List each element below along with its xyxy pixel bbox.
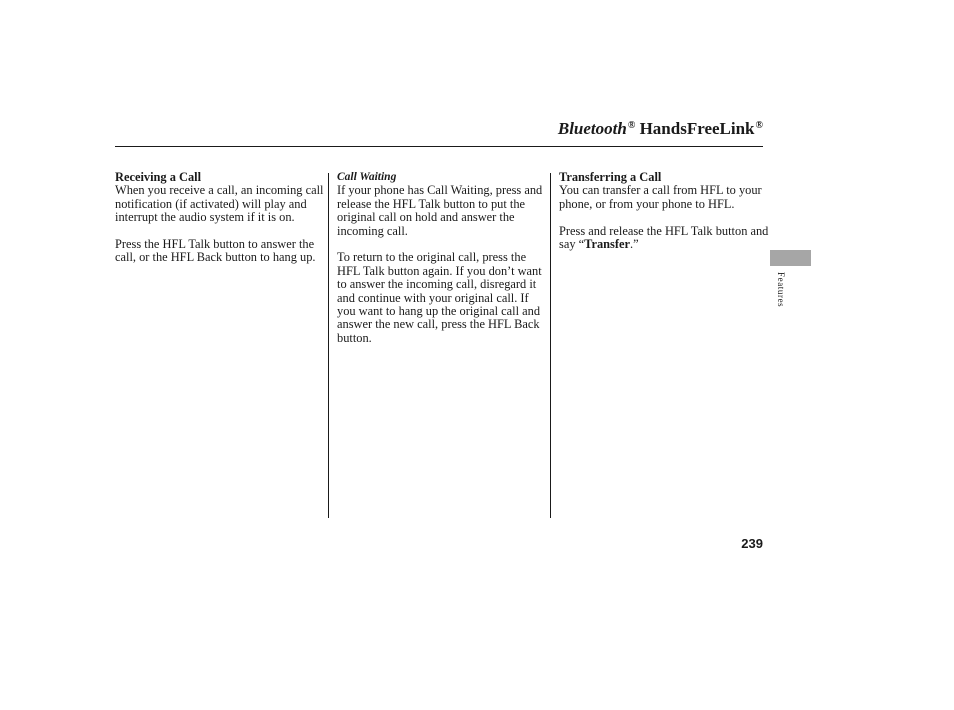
instruction-text: Press and release the HFL Talk button and say “ (559, 223, 769, 252)
column-receiving-call (115, 171, 325, 278)
section-tab (770, 250, 811, 266)
section-heading: Receiving a Call (115, 170, 202, 184)
voice-command: Transfer (584, 237, 631, 252)
registered-mark: ® (627, 120, 636, 131)
section-label: Features (776, 272, 786, 308)
column-divider (550, 173, 551, 518)
section-heading: Transferring a Call (559, 170, 662, 184)
section-subheading: Call Waiting (337, 171, 397, 183)
page-title (558, 119, 763, 139)
page-number: 239 (741, 536, 763, 551)
body-paragraph: Press the HFL Talk button to answer the call, or the HFL Back button to hang up. (115, 237, 316, 265)
body-paragraph (559, 225, 769, 252)
registered-mark: ® (755, 120, 763, 131)
instruction-text: .” (630, 237, 639, 252)
column-divider (328, 173, 329, 518)
body-paragraph: When you receive a call, an incoming call notification (if activated) will play and interrupt the audio system if it is on. (115, 183, 324, 225)
body-paragraph: If your phone has Call Waiting, press and release the HFL Talk button to put the original call on hold and answer the incoming call. (337, 183, 543, 238)
column-transferring-call (559, 171, 769, 265)
body-paragraph: You can transfer a call from HFL to your phone, or from your phone to HFL. (559, 183, 762, 211)
column-call-waiting (337, 171, 547, 359)
body-paragraph: To return to the original call, press the HFL Talk button again. If you don’t want to answer the incoming call, disregard it and continue with your original call. If you want to hang up the original call and answer the new call, press the HFL Back button. (337, 250, 542, 345)
title-product: HandsFreeLink (635, 119, 755, 138)
header-rule (115, 146, 763, 147)
title-brand: Bluetooth (557, 119, 627, 138)
